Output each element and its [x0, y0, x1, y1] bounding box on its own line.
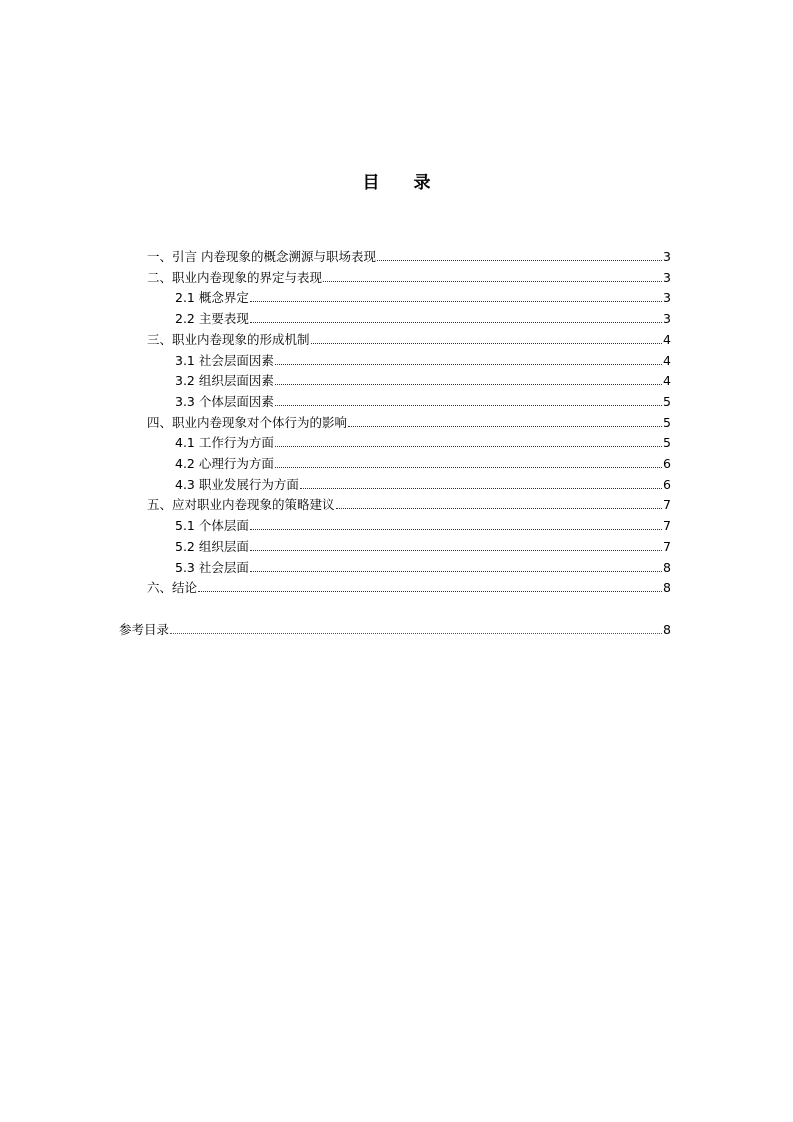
- dot-leader: [250, 550, 662, 551]
- toc-entry-label: 3.2 组织层面因素: [175, 373, 274, 389]
- toc-entry-label: 六、结论: [147, 580, 198, 596]
- dot-leader: [336, 508, 663, 509]
- toc-entry-chapter-5[interactable]: [147, 495, 671, 515]
- toc-entry-section-5-2[interactable]: [175, 537, 671, 557]
- dot-leader: [311, 343, 663, 344]
- toc-entry-label: 参考目录: [119, 622, 170, 637]
- page-title: 目 录: [362, 173, 445, 193]
- toc-page-number: 4: [663, 373, 671, 389]
- toc-page-number: 3: [663, 290, 671, 306]
- toc-page-number: 7: [663, 538, 671, 554]
- toc-entry-label: 四、职业内卷现象对个体行为的影响: [147, 414, 348, 430]
- toc-entry-label: 3.3 个体层面因素: [175, 393, 274, 409]
- toc-page-number: 6: [663, 456, 671, 471]
- dot-leader: [275, 467, 662, 468]
- dot-leader: [323, 281, 662, 282]
- toc-entry-section-4-2[interactable]: [175, 454, 671, 474]
- toc-entry-section-5-1[interactable]: [175, 516, 671, 536]
- toc-page-number: 3: [663, 311, 671, 327]
- toc-entry-section-2-2[interactable]: [175, 309, 671, 329]
- dot-leader: [250, 529, 662, 530]
- dot-leader: [170, 633, 662, 634]
- toc-page-number: 8: [663, 622, 671, 637]
- toc-page-number: 3: [663, 269, 671, 285]
- toc-entry-chapter-2[interactable]: [147, 268, 671, 288]
- toc-entry-chapter-4[interactable]: [147, 413, 671, 433]
- toc-entry-section-2-1[interactable]: [175, 288, 671, 308]
- toc-entry-label: 4.1 工作行为方面: [175, 435, 274, 451]
- toc-page-number: 5: [663, 393, 671, 409]
- toc-entry-section-3-2[interactable]: [175, 371, 671, 391]
- dot-leader: [275, 405, 662, 406]
- dot-leader: [250, 301, 662, 302]
- dot-leader: [275, 384, 662, 385]
- dot-leader: [198, 591, 662, 592]
- toc-entry-section-4-1[interactable]: [175, 433, 671, 453]
- toc-entry-section-3-1[interactable]: [175, 351, 671, 371]
- toc-page-number: 7: [663, 497, 671, 513]
- toc-entry-intro[interactable]: [147, 247, 671, 267]
- dot-leader: [250, 571, 662, 572]
- toc-entry-section-4-3[interactable]: [175, 475, 671, 495]
- dot-leader: [300, 488, 662, 489]
- toc-page-number: 8: [663, 580, 671, 596]
- dot-leader: [250, 322, 662, 323]
- toc-entry-chapter-3[interactable]: [147, 330, 671, 350]
- toc-entry-label: 三、职业内卷现象的形成机制: [147, 331, 310, 347]
- toc-entry-label: 二、职业内卷现象的界定与表现: [147, 269, 323, 285]
- toc-entry-label: 一、引言 内卷现象的概念溯源与职场表现: [147, 249, 376, 264]
- toc-entry-label: 2.2 主要表现: [175, 311, 249, 327]
- toc-entry-label: 5.1 个体层面: [175, 518, 249, 534]
- dot-leader: [275, 446, 662, 447]
- toc-entry-section-3-3[interactable]: [175, 392, 671, 412]
- dot-leader: [348, 426, 662, 427]
- toc-page-number: 5: [663, 435, 671, 451]
- toc-entry-label: 5.3 社会层面: [175, 559, 249, 575]
- toc-page-number: 7: [663, 518, 671, 534]
- toc-entry-label: 五、应对职业内卷现象的策略建议: [147, 497, 335, 513]
- toc-entry-section-5-3[interactable]: [175, 558, 671, 578]
- toc-entry-label: 4.2 心理行为方面: [175, 456, 274, 471]
- toc-page-number: 6: [663, 476, 671, 492]
- toc-page-number: 4: [663, 331, 671, 347]
- toc-entry-label: 2.1 概念界定: [175, 290, 249, 306]
- dot-leader: [377, 260, 662, 261]
- toc-entry-label: 5.2 组织层面: [175, 538, 249, 554]
- toc-page-number: 4: [663, 352, 671, 368]
- toc-entry-conclusion[interactable]: [147, 578, 671, 598]
- toc-entry-label: 3.1 社会层面因素: [175, 352, 274, 368]
- toc-page-number: 5: [663, 414, 671, 430]
- toc-page-number: 3: [663, 249, 671, 264]
- toc-entry-label: 4.3 职业发展行为方面: [175, 476, 299, 492]
- toc-entry-references[interactable]: [119, 620, 671, 640]
- toc-page-number: 8: [663, 559, 671, 575]
- dot-leader: [275, 364, 662, 365]
